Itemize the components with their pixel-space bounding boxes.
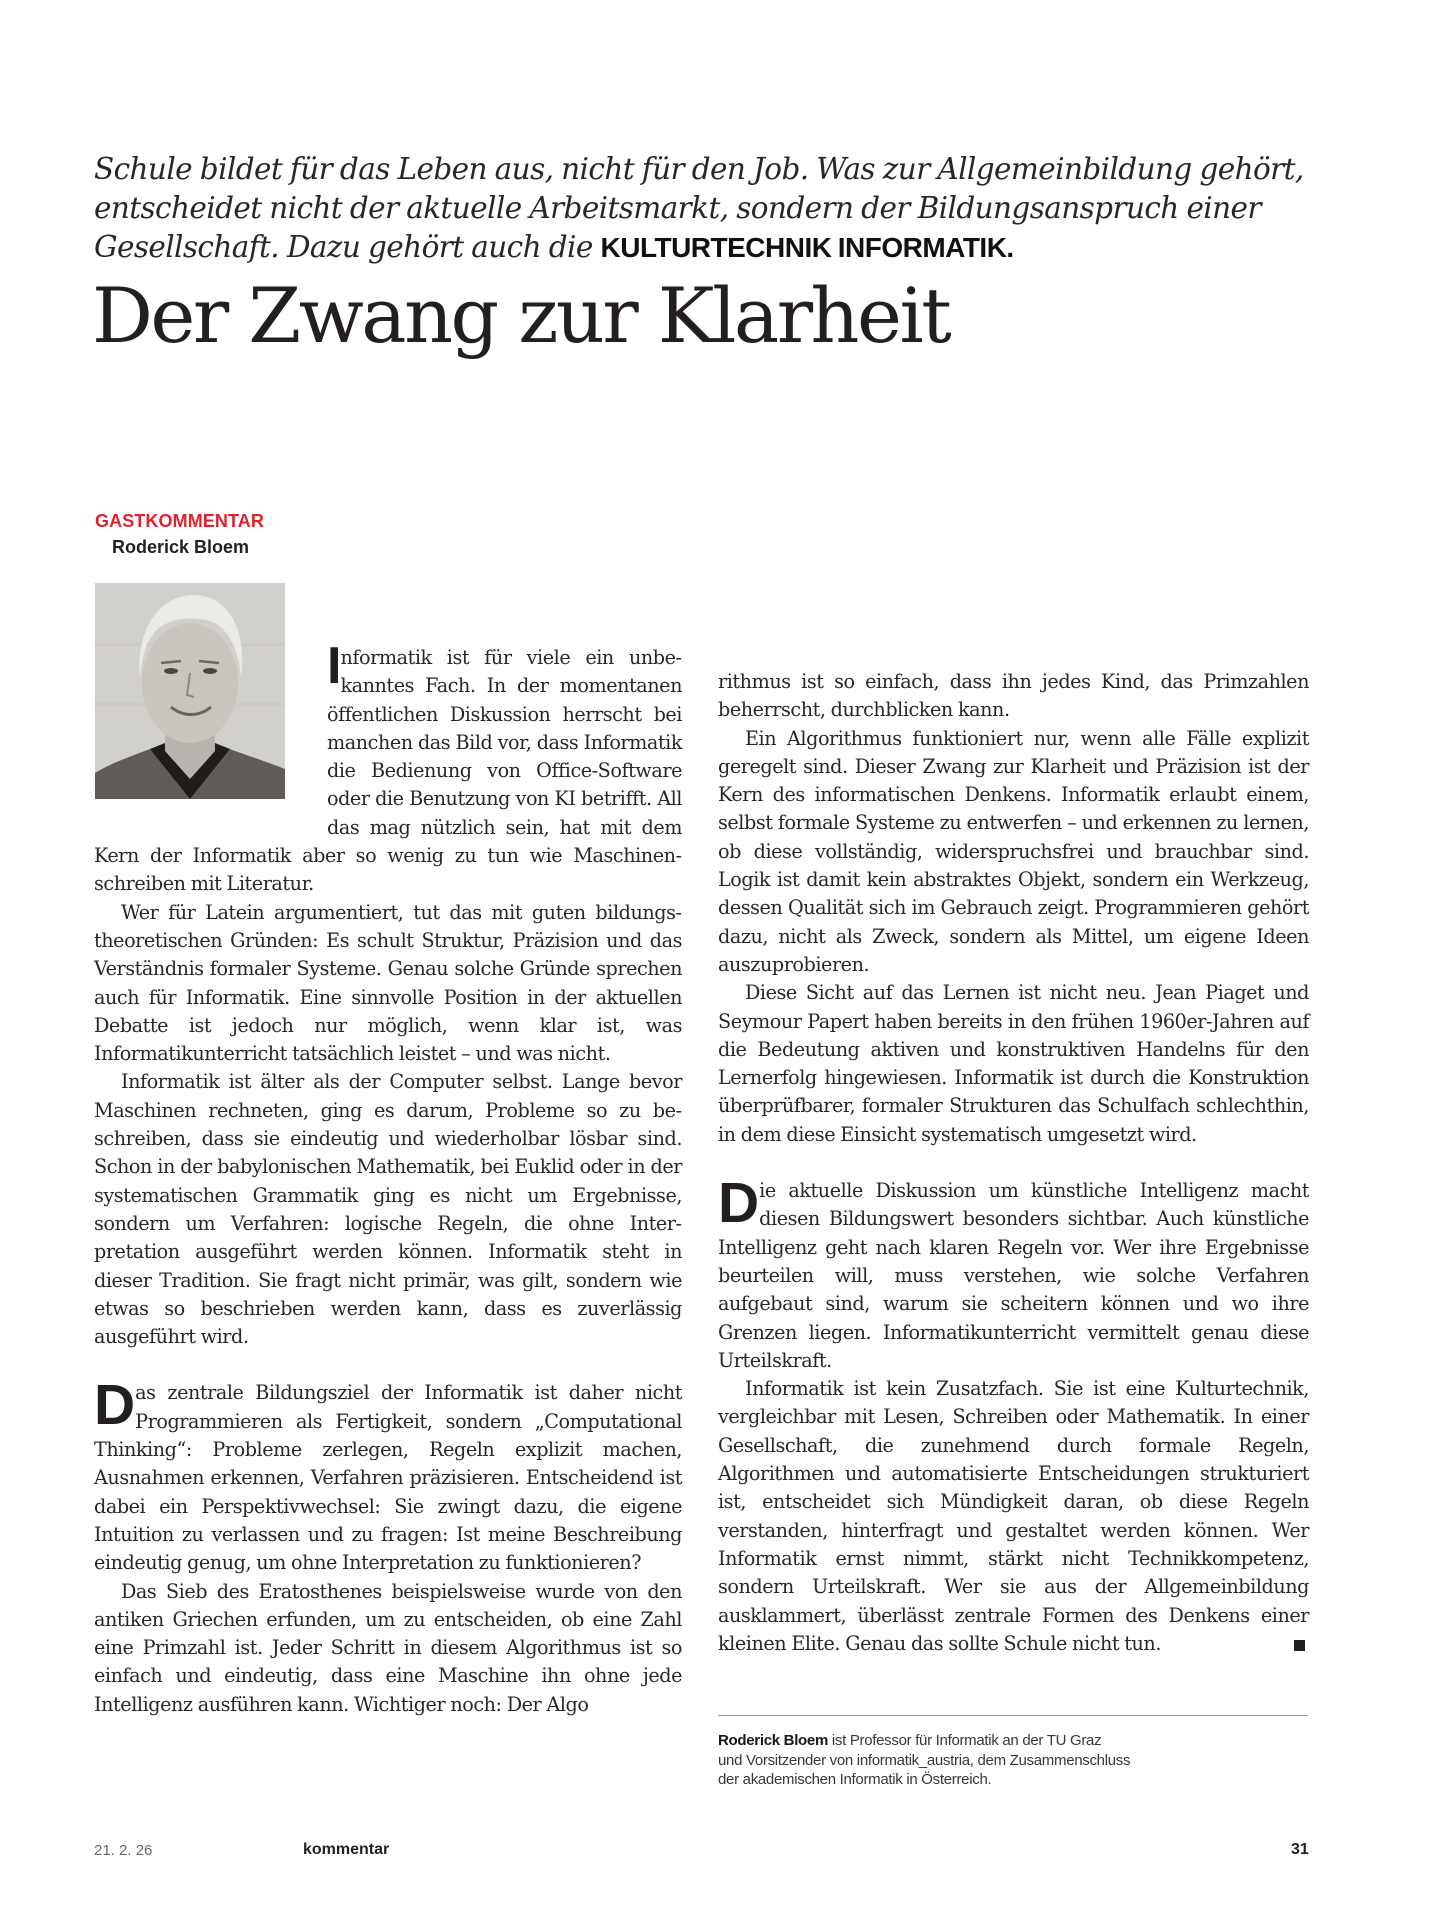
page-number: 31	[1291, 1841, 1309, 1858]
paragraph: Ein Algorithmus funktioniert nur, wenn alle Fälle explizit geregelt sind. Dieser Zwang zur Klarheit und Präzision ist der Kern des informatischen Denkens. Informatik erlaubt einem, selbst formale Systeme zu entwerfen – und erkennen zu lernen, ob diese vollständig, widerspruchsfrei und brauchbar sind. Logik ist damit kein abstraktes Objekt, sondern ein Werkzeug, dessen Qualität sich im Gebrauch zeigt. Programmieren gehört dazu, nicht als Zweck, sondern als Mittel, um eigene Ideen auszuprobieren.	[718, 726, 1309, 976]
drop-cap: I	[327, 637, 340, 695]
footer-section: kommentar	[303, 1841, 390, 1858]
article-column-left	[94, 637, 682, 1719]
paragraph: rithmus ist so einfach, dass ihn jedes Kind, das Primzahlen beherrscht, durchblicken kann.	[718, 670, 1309, 722]
lead-paragraph	[94, 150, 1344, 267]
paragraph: Diese Sicht auf das Lernen ist nicht neu. Jean Piaget und Seymour Papert haben bereits in den frühen 1960er-Jahren auf die Bedeutung aktiven und konstruktiven Handelns für den Lernerfolg hingewiesen. Informatik ist durch die Konstruktion überprüfbarer, formaler Strukturen das Schulfach schlechthin, in dem diese Einsicht systematisch umgesetzt wird.	[718, 981, 1309, 1146]
headline: Der Zwang zur Klarheit	[92, 271, 950, 360]
footer-date: 21. 2. 26	[94, 1842, 153, 1859]
paragraph: Informatik ist kein Zusatzfach. Sie ist eine Kulturtechnik, vergleichbar mit Lesen, Schreiben oder Mathematik. In einer Gesellschaft, die zunehmend durch formale Regeln, Algorithmen und automatisierte Entscheidungen strukturiert ist, entscheidet sich Mündigkeit daran, ob diese Regeln verstanden, hinterfragt und gestaltet werden können. Wer Informatik ernst nimmt, stärkt nicht Technikkompetenz, sondern Urteilskraft. Wer sie aus der Allgemeinbildung ausklammert, überlässt zentrale Formen des Denkens einer kleinen Elite. Genau das sollte Schule nicht tun.	[718, 1377, 1309, 1655]
paragraph: Wer für Latein argumentiert, tut das mit guten bildungstheoretischen Gründen: Es schult Struktur, Präzision und das Verständnis formaler Systeme. Genau solche Gründe sprechen auch für Informatik. Eine sinnvolle Position in der aktuellen Debatte ist jedoch nur möglich, wenn klar ist, was Informatikunterricht tatsächlich leistet – und was nicht.	[94, 900, 682, 1066]
lead-text: Schule bildet für das Leben aus, nicht für den Job. Was zur Allgemeinbildung gehört, entscheidet nicht der aktuelle Arbeitsmarkt, sondern der Bildungsanspruch einer Gesellschaft. Dazu gehört auch die	[94, 152, 1304, 264]
drop-cap: D	[94, 1373, 134, 1438]
portrait-wrap-space	[94, 644, 327, 814]
paragraph: Die aktuelle Diskussion um künstliche Intelligenz macht diesen Bildungswert besonders sichtbar. Auch künstliche Intelligenz geht nach klaren Regeln vor. Wer ihre Ergebnisse beurteilen will, muss verstehen, wie solche Verfahren aufgebaut sind, warum sie scheitern können und wo ihre Grenzen liegen. Informatikunterricht vermittelt genau diese Urteilskraft.	[718, 1171, 1309, 1372]
bio-name: Roderick Bloem	[718, 1732, 828, 1749]
paragraph: Informatik ist für viele ein unbekanntes Fach. In der momentanen öffentlichen Diskussion herrscht bei manchen das Bild vor, dass Informatik die Bedienung von Office-Software oder die Benutzung von KI betrifft. All das mag nützlich sein, hat mit dem Kern der Informatik aber so wenig zu tun wie Maschinenschreiben mit Literatur.	[94, 637, 682, 896]
paragraph: Informatik ist älter als der Computer selbst. Lange bevor Maschinen rechneten, ging es darum, Probleme so zu beschreiben, dass sie eindeutig und wiederholbar lösbar sind. Schon in der babylonischen Mathematik, bei Euklid oder in der systematischen Grammatik ging es nicht um Ergebnisse, sondern um Verfahren: logische Regeln, die ohne Interpretation ausgeführt werden können. Informatik steht in dieser Tradition. Sie fragt nicht primär, was gilt, sondern wie etwas so beschrieben werden kann, dass es zuverlässig ausgeführt wird.	[94, 1070, 682, 1349]
paragraph: Das Sieb des Eratosthenes beispielsweise wurde von den antiken Griechen erfunden, um zu entscheiden, ob eine Zahl eine Primzahl ist. Jeder Schritt in diesem Algorithmus ist so einfach und eindeutig, dass eine Maschine ihn ohne jede Intelligenz ausführen kann. Wichtiger noch: Der Algo	[94, 1579, 682, 1716]
article-column-right	[718, 668, 1309, 1658]
kicker: KULTURTECHNIK INFORMATIK.	[600, 232, 1014, 263]
author-bio: Roderick Bloem ist Professor für Informatik an der TU Graz und Vorsitzender von informatik_austria, dem Zusammenschluss der akademischen Informatik in Österreich.	[718, 1732, 1131, 1788]
bio-divider	[718, 1715, 1308, 1716]
paragraph: Das zentrale Bildungsziel der Informatik ist daher nicht Programmieren als Fertigkeit, sondern „Computational Thinking“: Probleme zerlegen, Regeln explizit machen, Ausnahmen erkennen, Verfahren präzisieren. Entscheidend ist dabei ein Perspektivwechsel: Sie zwingt dazu, die eigene Intuition zu verlassen und zu fragen: Ist meine Beschreibung eindeutig genug, um ohne Interpretation zu funktionieren?	[94, 1373, 682, 1575]
author-name: Roderick Bloem	[112, 537, 250, 557]
drop-cap: D	[718, 1171, 758, 1236]
rubric-label: GASTKOMMENTAR	[95, 511, 264, 531]
end-mark-icon	[1294, 1640, 1305, 1651]
